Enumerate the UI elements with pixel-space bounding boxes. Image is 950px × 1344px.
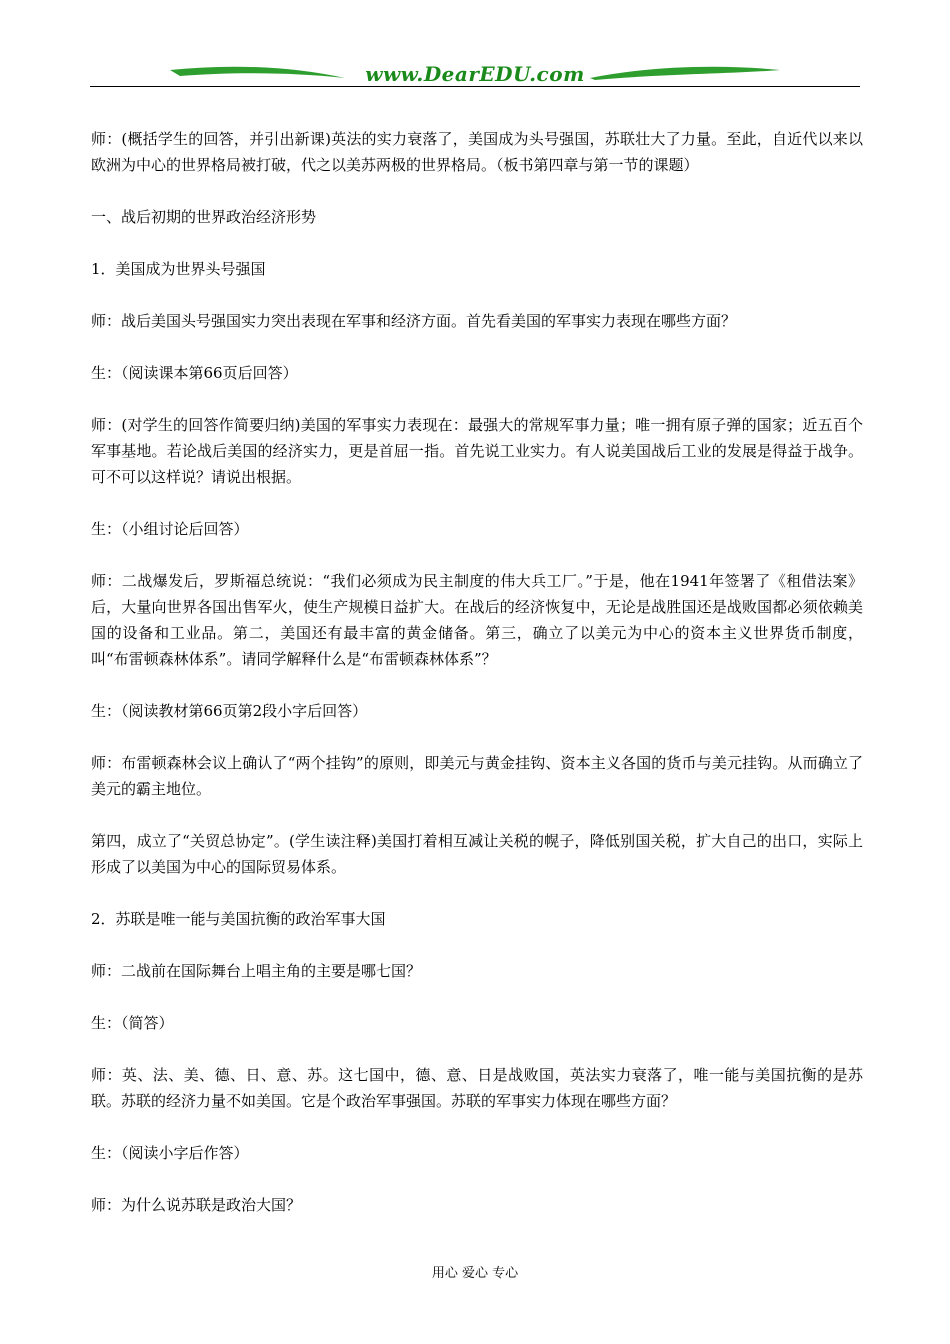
paragraph: 生：（阅读小字后作答） xyxy=(91,1144,249,1162)
paragraph: 生：（阅读课本第66页后回答） xyxy=(91,364,298,382)
paragraph: 生：（小组讨论后回答） xyxy=(91,520,249,538)
paragraph: 师：(对学生的回答作简要归纳)美国的军事实力表现在：最强大的常规军事力量；唯一拥有原子弹的国家；近五百个军事基地。若论战后美国的经济实力，更是首屈一指。首先说工业实力。有人说美国战后工业的发展是得益于战争。可不可以这样说？请说出根据。 xyxy=(91,416,863,486)
document-body xyxy=(91,126,863,1218)
paragraph: 师：布雷顿森林会议上确认了“两个挂钩”的原则，即美元与黄金挂钩、资本主义各国的货币与美元挂钩。从而确立了美元的霸主地位。 xyxy=(91,754,863,798)
site-logo-text: www.DearEDU.com xyxy=(365,62,585,86)
paragraph: 师：为什么说苏联是政治大国？ xyxy=(91,1196,302,1214)
paragraph: 师：战后美国头号强国实力突出表现在军事和经济方面。首先看美国的军事实力表现在哪些方面？ xyxy=(91,312,737,330)
subsection-heading: 1．美国成为世界头号强国 xyxy=(91,260,266,278)
subsection-heading: 2．苏联是唯一能与美国抗衡的政治军事大国 xyxy=(91,910,386,928)
section-heading: 一、战后初期的世界政治经济形势 xyxy=(91,208,317,226)
paragraph: 师：二战爆发后，罗斯福总统说：“我们必须成为民主制度的伟大兵工厂。”于是，他在1941年签署了《租借法案》后，大量向世界各国出售军火，使生产规模日益扩大。在战后的经济恢复中，无论是战胜国还是战败国都必须依赖美国的设备和工业品。第二，美国还有最丰富的黄金储备。第三，确立了以美元为中心的资本主义世界货币制度，叫“布雷顿森林体系”。请同学解释什么是“布雷顿森林体系”？ xyxy=(91,572,863,668)
page-footer: 用心 爱心 专心 xyxy=(431,1266,519,1281)
paragraph: 生：（简答） xyxy=(91,1014,174,1032)
paragraph: 师：(概括学生的回答，并引出新课)英法的实力衰落了，美国成为头号强国，苏联壮大了力量。至此，自近代以来以欧洲为中心的世界格局被打破，代之以美苏两极的世界格局。（板书第四章与第一节的课题） xyxy=(91,130,863,174)
paragraph: 生：（阅读教材第66页第2段小字后回答） xyxy=(91,702,368,720)
paragraph: 师：二战前在国际舞台上唱主角的主要是哪七国？ xyxy=(91,962,422,980)
paragraph: 师：英、法、美、德、日、意、苏。这七国中，德、意、日是战败国，英法实力衰落了，唯一能与美国抗衡的是苏联。苏联的经济力量不如美国。它是个政治军事强国。苏联的军事实力体现在哪些方面？ xyxy=(91,1066,863,1110)
header-divider xyxy=(90,86,860,87)
paragraph: 第四，成立了“关贸总协定”。(学生读注释)美国打着相互减让关税的幌子，降低别国关税，扩大自己的出口，实际上形成了以美国为中心的国际贸易体系。 xyxy=(91,832,863,876)
